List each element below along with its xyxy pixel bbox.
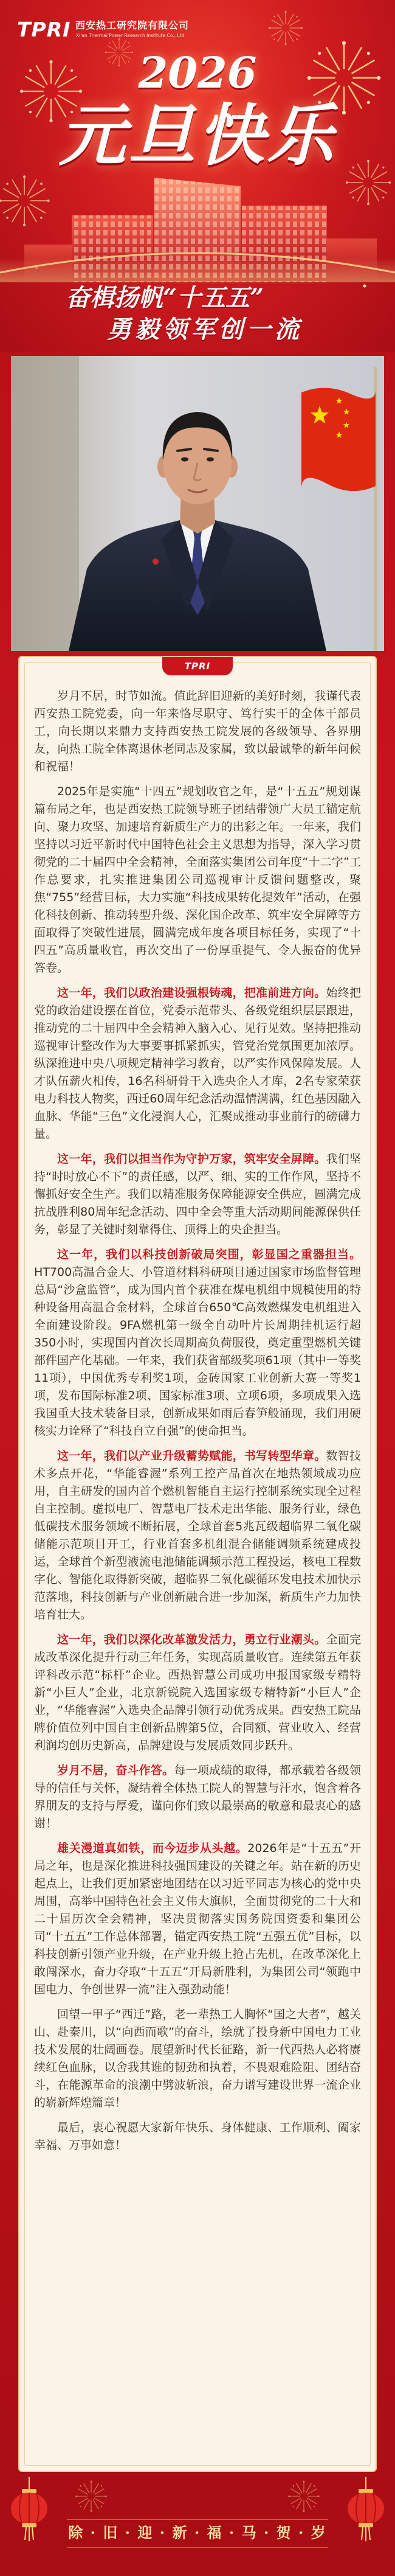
letter-paragraph <box>34 1762 361 1833</box>
slogan-line-2: 勇毅领军创一流 <box>107 315 303 344</box>
portrait-photo <box>11 356 384 651</box>
letter-paragraph <box>34 2119 361 2154</box>
paragraph-body: 每一项成绩的取得，都承载着各级领导的信任与关怀，凝结着全体热工院人的智慧与汗水，饱含着各界朋友的支持与厚爱，谨向你们致以最崇高的敬意和最衷心的感谢！ <box>34 1764 361 1830</box>
letter-paragraph <box>34 1631 361 1755</box>
paragraph-lead: 这一年，我们以深化改革激发活力，勇立行业潮头。 <box>57 1633 326 1646</box>
ground-glow <box>0 258 395 282</box>
paragraph-body: 2026年是“十五五”开局之年，也是深化推进科技强国建设的关键之年。站在新的历史起点上，让我们更加紧密地团结在以习近平同志为核心的党中央周围，高举中国特色社会主义伟大旗帜，全面贯彻党的二十大和二十届历次全会精神，坚决贯彻落实国务院国资委和集团公司“十五五”工作总体部署，锚定西安热工院“五强五优”目标，以科技创新引领产业升级，在产业升级上抢占先机，在改革深化上敢闯深水，奋力夺取“十五五”开局新胜利，为集团公司“领跑中国电力、争创世界一流”注入强劲动能！ <box>34 1842 361 1996</box>
letter-paragraph <box>34 984 361 1143</box>
paragraph-body: 全面完成改革深化提升行动三年任务，实现高质量收官。连续第五年获评科改示范“标杆”企业。西热智慧公司成功申报国家级专精特新“小巨人”企业，北京新锐院入选国家级专精特新“小巨人”企业，“华能睿渥”入选央企品牌引领行动优秀成果。西安热工院品牌价值位列中国自主创新品牌第5位，合同额、营业收入、经营利润均创历史新高，品牌建设与发展质效同步跃升。 <box>34 1633 361 1752</box>
greeting-title: 元旦快乐 <box>59 96 336 175</box>
logo-mark: TPRI <box>17 18 71 41</box>
paragraph-lead: 这一年，我们以担当作为守护万家，筑牢安全屏障。 <box>57 1152 326 1166</box>
paragraph-body: HT700高温合金大、小管道材料科研项目通过国家市场监督管理总局“沙盒监管”，成为国内首个获准在煤电机组中规模使用的特种设备用高温合金材料，全球首台650℃高效燃煤发电机组进入全面建设阶段。9FA燃机第一级全自动叶片长周期挂机运行超350小时，实现国内首次长周期高负荷服役，奠定重型燃机关键部件国产化基础。一年来，我们获省部级奖项61项（其中一等奖11项），中国优秀专利奖1项，金砖国家工业创新大赛一等奖1项，发布国际标准2项、国家标准3项、立项6项，多项成果入选我国重大技术装备目录，创新成果如雨后春笋般涌现，我们用硬核实力诠释了“科技自立自强”的使命担当。 <box>34 1265 361 1438</box>
letter-paragraph <box>34 783 361 977</box>
paragraph-body: 岁月不居，时节如流。值此辞旧迎新的美好时刻，我谨代表西安热工院党委，向一年来恪尽职守、笃行实干的全体干部员工，向长期以来鼎力支持西安热工院发展的各级领导、各界朋友，向热工院全体离退休老同志及家属，致以最诚挚的新年问候和祝福！ <box>34 689 361 773</box>
sparkle-decoration <box>363 285 366 288</box>
paragraph-lead: 这一年，我们以科技创新破局突围，彰显国之重器担当。 <box>57 1248 361 1261</box>
paragraph-body: 最后，衷心祝愿大家新年快乐、身体健康、工作顺利、阖家幸福、万事如意！ <box>34 2121 361 2152</box>
letter-paragraph <box>34 1447 361 1624</box>
left-eye <box>181 458 188 462</box>
firework-icon <box>75 2480 106 2512</box>
paragraph-body: 回望一甲子“西迁”路，老一辈热工人胸怀“国之大者”，越关山、赴秦川，以“向西而歌”的奋斗，绘就了投身新中国电力工业技术发展的壮阔画卷。展望新时代长征路，新一代西热人必将赓续红色血脉，以舍我其谁的韧劲和执着，不畏艰难险阻、团结奋斗，在能源革命的浪潮中劈波斩浪，奋力谱写建设世界一流企业的崭新辉煌篇章！ <box>34 2008 361 2109</box>
paragraph-lead: 这一年，我们以政治建设强根铸魂，把准前进方向。 <box>57 986 326 1000</box>
letter-paragraph <box>34 1840 361 1999</box>
letter-paper <box>18 656 377 2472</box>
letter-paragraph <box>34 1150 361 1239</box>
footer-banner <box>0 2472 395 2576</box>
right-eye <box>207 458 214 462</box>
company-logo <box>17 18 260 43</box>
lapel-pin <box>153 559 159 565</box>
paragraph-body: 我们坚持“时时放心不下”的责任感，以严、细、实的工作作风，坚持不懈抓好安全生产。我们以精准服务保障能源安全供应，圆满完成抗战胜利80周年纪念活动、四中全会等重大活动期间能源保供任务，彰显了关键时刻靠得住、顶得上的央企担当。 <box>34 1152 361 1236</box>
blessing-text: 除 · 旧 · 迎 · 新 · 福 · 马 · 贺 · 岁 <box>68 2524 327 2541</box>
paragraph-body: 始终把党的政治建设摆在首位，党委示范带头、各级党组织层层跟进，推动党的二十届四中全会精神入脑入心、见行见效。坚持把推动巡视审计整改作为大事要事抓紧抓实，管党治党氛围更加浓厚。纵深推进中央八项规定精神学习教育，以严实作风保障发展。人才队伍薪火相传，16名科研骨干入选央企人才库，2名专家荣获电力科技人物奖，西迁60周年纪念活动温情满满，红色基因融入血脉、华能“三色”文化浸润人心，汇聚成推动事业前行的磅礴力量。 <box>34 986 361 1141</box>
building-illustration <box>0 178 395 282</box>
letter-body <box>34 688 361 2154</box>
paragraph-body: 2025年是实施“十四五”规划收官之年，是“十五五”规划谋篇布局之年，也是西安热工院领导班子团结带领广大员工锚定航向、聚力攻坚、加速培育新质生产力的出彩之年。一年来，我们坚持以习近平新时代中国特色社会主义思想为指导，深入学习贯彻党的二十届四中全会精神，全面落实集团公司年度“十二字”工作总要求，扎实推进集团公司巡视审计反馈问题整改，聚焦“755”经营目标，大力实施“科技成果转化提效年”活动，在强化科技创新、推动转型升级、深化国企改革、筑牢安全屏障等方面取得了突破性进展，圆满完成年度各项目标任务，实现了“十四五”高质量收官，再次交出了一份厚重提气、令人振奋的优异答卷。 <box>34 785 361 975</box>
paragraph-lead: 雄关漫道真如铁，而今迈步从头越。 <box>57 1842 248 1855</box>
slogan-line-1: 奋楫扬帆“十五五” <box>66 284 264 312</box>
company-name-cn: 西安热工研究院有限公司 <box>75 19 190 31</box>
letter-paragraph <box>34 688 361 776</box>
company-name-en: Xi'an Thermal Power Research Institute Co., Ltd. <box>76 33 186 38</box>
header-banner <box>0 0 395 352</box>
paragraph-lead: 岁月不居，奋斗作答。 <box>57 1764 174 1777</box>
letter-paragraph <box>34 2006 361 2112</box>
firework-icon <box>288 2480 319 2512</box>
wall-panel <box>11 356 79 651</box>
paragraph-lead: 这一年，我们以产业升级蓄势赋能，书写转型华章。 <box>57 1449 326 1463</box>
letter-paragraph <box>34 1246 361 1440</box>
letter-tab: TPRI <box>162 657 233 675</box>
firework-icon <box>269 11 303 45</box>
paragraph-body: 数智技术多点开花，“华能睿渥”系列工控产品首次在地热领域成功应用，自主研发的国内首个燃机智能自主运行控制系统实现全过程自主控制。虚拟电厂、智慧电厂技术走出华能、服务行业，绿色低碳技术服务领域不断拓展，全球首套5兆瓦级超临界二氧化碳储能示范项目开工，行业首套多机组混合储能调频系统建成投运，全球首个新型液流电池储能调频示范工程投运，核电工程数字化、智能化取得新突破，超临界二氧化碳循环发电技术加快示范落地，科技创新与产业创新融合进一步加深，新质生产力加快培育壮大。 <box>34 1449 361 1621</box>
year-title: 2026 <box>138 47 257 98</box>
